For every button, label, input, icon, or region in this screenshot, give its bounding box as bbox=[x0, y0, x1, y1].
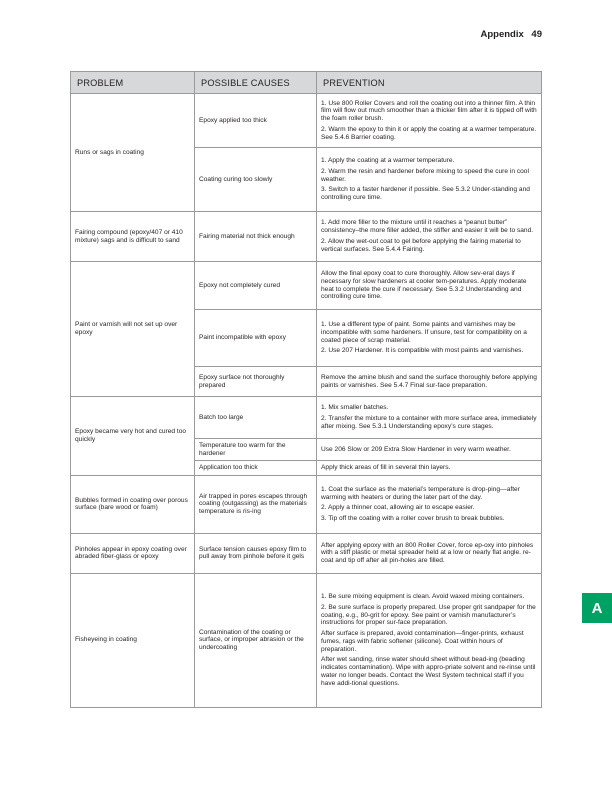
prevention-text: After surface is prepared, avoid contamination—finger-prints, exhaust fumes, rags with fabric softener (silicone). Coat within hours of preparation. bbox=[321, 629, 524, 653]
troubleshooting-table bbox=[70, 71, 542, 708]
column-header-causes: POSSIBLE CAUSES bbox=[195, 72, 317, 94]
prevention-text: Use 206 Slow or 209 Extra Slow Hardener in very warm weather. bbox=[321, 445, 511, 453]
prevention-cell bbox=[317, 148, 542, 212]
prevention-text: 2. Use 207 Hardener. It is compatible with most paints and varnishes. bbox=[321, 347, 524, 355]
table-row bbox=[71, 212, 542, 262]
table-row bbox=[71, 262, 542, 310]
prevention-text: 3. Switch to a faster hardener if possible. See 5.3.2 Under-standing and controlling cure time. bbox=[321, 185, 530, 201]
problem-cell: Runs or sags in coating bbox=[71, 94, 195, 212]
prevention-text: Apply thick areas of fill in several thin layers. bbox=[321, 464, 451, 472]
appendix-tab-marker: A bbox=[582, 593, 612, 623]
prevention-text: 2. Warm the epoxy to thin it or apply the coating at a warmer temperature. See 5.4.6 Barrier coating. bbox=[321, 125, 537, 141]
prevention-text: 2. Be sure surface is properly prepared. Use proper grit sandpaper for the coating, e.g., 80-grit for epoxy. See paint or varnish manufacturer’s instructions for proper sur-face preparation. bbox=[321, 603, 536, 627]
prevention-cell bbox=[317, 94, 542, 148]
prevention-text: 1. Apply the coating at a warmer temperature. bbox=[321, 157, 455, 165]
prevention-cell bbox=[317, 439, 542, 461]
cause-cell: Application too thick bbox=[195, 461, 317, 476]
table-row bbox=[71, 94, 542, 148]
problem-cell: Paint or varnish will not set up over epoxy bbox=[71, 262, 195, 397]
running-header bbox=[481, 29, 543, 40]
problem-cell: Pinholes appear in epoxy coating over abraded fiber-glass or epoxy bbox=[71, 533, 195, 573]
prevention-text: 2. Warm the resin and hardener before mixing to speed the cure in cool weather. bbox=[321, 167, 529, 183]
prevention-cell bbox=[317, 262, 542, 310]
prevention-text: After wet sanding, rinse water should sheet without bead-ing (beading indicates contamination). Wipe with appro-priate solvent and re-rinse until water no longer beads. Contact the West System technical staff if you have addi-tional questions. bbox=[321, 656, 536, 687]
prevention-text: 2. Transfer the mixture to a container with more surface area, immediately after mixing. See 5.3.1 Understanding epoxy’s cure stages. bbox=[321, 414, 537, 430]
prevention-text: 1. Use 800 Roller Covers and roll the coating out into a thinner film. A thin film will flow out much smoother than a thicker film after it is tipped off with the foam roller brush. bbox=[321, 99, 537, 123]
cause-cell: Fairing material not thick enough bbox=[195, 212, 317, 262]
prevention-cell bbox=[317, 533, 542, 573]
problem-cell: Fisheyeing in coating bbox=[71, 573, 195, 707]
prevention-text: 1. Mix smaller batches. bbox=[321, 404, 389, 412]
column-header-problem: PROBLEM bbox=[71, 72, 195, 94]
prevention-text: Allow the final epoxy coat to cure thoroughly. Allow sev-eral days if necessary for slow hardeners at cooler tem-peratures. Apply moderate heat to complete the cure if necessary. See 5.3.2 Understanding and controlling cure time. bbox=[321, 269, 527, 301]
problem-cell: Fairing compound (epoxy/407 or 410 mixture) sags and is difficult to sand bbox=[71, 212, 195, 262]
cause-cell: Surface tension causes epoxy film to pull away from pinhole before it gels bbox=[195, 533, 317, 573]
prevention-text: 1. Add more filler to the mixture until it reaches a “peanut butter” consistency–the more filler added, the stiffer and easier it will be to sand. bbox=[321, 219, 534, 235]
prevention-text: 2. Allow the wet-out coat to gel before applying the fairing material to vertical surfaces. See 5.4.4 Fairing. bbox=[321, 237, 521, 253]
prevention-cell bbox=[317, 475, 542, 533]
cause-cell: Epoxy surface not thoroughly prepared bbox=[195, 367, 317, 397]
table-header-row bbox=[71, 72, 542, 94]
prevention-text: 2. Apply a thinner coat, allowing air to escape easier. bbox=[321, 504, 475, 512]
prevention-text: 1. Use a different type of paint. Some paints and varnishes may be incompatible with some hardeners. If unsure, test for compatibility on a coated piece of scrap material. bbox=[321, 320, 527, 344]
cause-cell: Air trapped in pores escapes through coating (outgassing) as the materials temperature is ris-ing bbox=[195, 475, 317, 533]
cause-cell: Contamination of the coating or surface, or improper abrasion or the undercoating bbox=[195, 573, 317, 707]
cause-cell: Epoxy not completely cured bbox=[195, 262, 317, 310]
prevention-cell bbox=[317, 212, 542, 262]
prevention-cell bbox=[317, 573, 542, 707]
cause-cell: Coating curing too slowly bbox=[195, 148, 317, 212]
cause-cell: Paint incompatible with epoxy bbox=[195, 310, 317, 367]
prevention-text: 1. Coat the surface as the material’s temperature is drop-ping—after warming with heaters or during the later part of the day. bbox=[321, 486, 520, 502]
problem-cell: Epoxy became very hot and cured too quickly bbox=[71, 397, 195, 476]
prevention-text: 3. Tip off the coating with a roller cover brush to break bubbles. bbox=[321, 514, 505, 522]
prevention-text: Remove the amine blush and sand the surface thoroughly before applying paints or varnishes. See 5.4.7 Final sur-face preparation. bbox=[321, 373, 537, 389]
page-number: 49 bbox=[531, 29, 542, 40]
problem-cell: Bubbles formed in coating over porous surface (bare wood or foam) bbox=[71, 475, 195, 533]
prevention-cell bbox=[317, 397, 542, 439]
prevention-cell bbox=[317, 461, 542, 476]
table-row bbox=[71, 475, 542, 533]
table-row bbox=[71, 573, 542, 707]
cause-cell: Temperature too warm for the hardener bbox=[195, 439, 317, 461]
cause-cell: Batch too large bbox=[195, 397, 317, 439]
cause-cell: Epoxy applied too thick bbox=[195, 94, 317, 148]
prevention-cell bbox=[317, 310, 542, 367]
section-title: Appendix bbox=[480, 29, 524, 40]
table-row bbox=[71, 397, 542, 439]
table-row bbox=[71, 533, 542, 573]
prevention-text: After applying epoxy with an 800 Roller Cover, force ep-oxy into pinholes with a stiff plastic or metal spreader held at a low or nearly flat angle. re-coat and tip off after all pin-holes are filled. bbox=[321, 541, 534, 565]
prevention-text: 1. Be sure mixing equipment is clean. Avoid waxed mixing containers. bbox=[321, 593, 525, 601]
column-header-prevention: PREVENTION bbox=[317, 72, 542, 94]
prevention-cell bbox=[317, 367, 542, 397]
